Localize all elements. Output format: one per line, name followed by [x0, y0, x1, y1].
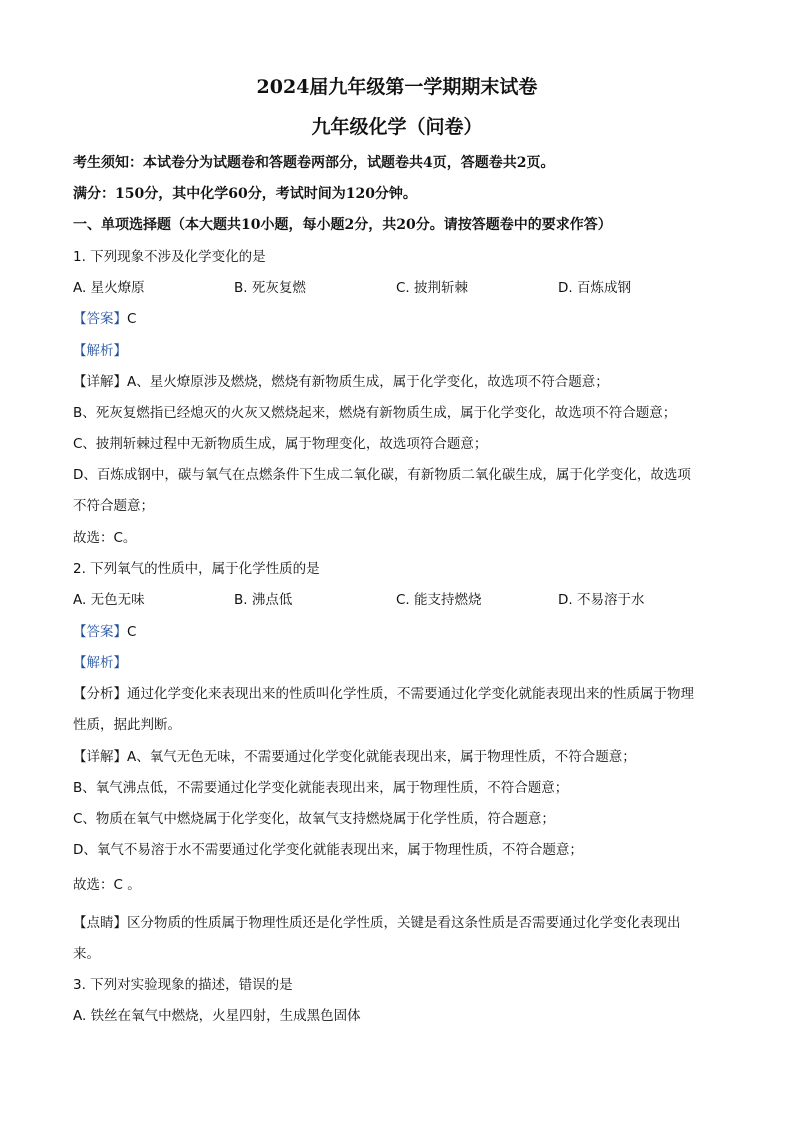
q2-fenxi-text-1: 通过化学变化来表现出来的性质叫化学性质，不需要通过化学变化就能表现出来的性质属于物理 [127, 686, 694, 702]
q2-detail-text-1: A、氧气无色无味，不需要通过化学变化就能表现出来，属于物理性质，不符合题意； [127, 749, 636, 765]
analysis-tag: 【解析】 [73, 655, 127, 671]
q1-conclusion: 故选：C。 [73, 530, 137, 546]
notice-line-2: 满分：150分，其中化学60分，考试时间为120分钟。 [73, 186, 417, 202]
q2-option-c: C. 能支持燃烧 [396, 592, 482, 608]
dianjing-tag: 【点睛】 [73, 915, 127, 931]
q2-fenxi-2: 性质，据此判断。 [73, 717, 181, 733]
detail-tag: 【详解】 [73, 749, 127, 765]
q1-detail-3: C、披荆斩棘过程中无新物质生成，属于物理变化，故选项符合题意； [73, 436, 488, 452]
q2-detail-2: B、氧气沸点低，不需要通过化学变化就能表现出来，属于物理性质，不符合题意； [73, 780, 569, 796]
analysis-tag: 【解析】 [73, 343, 127, 359]
section-title: 一、单项选择题（本大题共10小题，每小题2分，共20分。请按答题卷中的要求作答） [73, 217, 612, 233]
q2-option-b: B. 沸点低 [234, 592, 293, 608]
q2-detail-4: D、氧气不易溶于水不需要通过化学变化就能表现出来，属于物理性质，不符合题意； [73, 842, 583, 858]
q1-answer-value: C [127, 311, 137, 327]
detail-tag: 【详解】 [73, 374, 127, 390]
notice-line-1: 考生须知：本试卷分为试题卷和答题卷两部分，试题卷共4页，答题卷共2页。 [73, 155, 555, 171]
q1-detail-1 [73, 370, 609, 390]
q1-option-d: D. 百炼成钢 [558, 280, 631, 296]
q1-detail-4: D、百炼成钢中，碳与氧气在点燃条件下生成二氧化碳，有新物质二氧化碳生成，属于化学变化，故选项 [73, 467, 691, 483]
q2-fenxi-1 [73, 682, 694, 702]
q2-detail-1 [73, 745, 636, 765]
q1-option-a: A. 星火燎原 [73, 280, 145, 296]
q2-analysis [73, 651, 127, 671]
answer-tag: 【答案】 [73, 624, 127, 640]
q1-analysis [73, 339, 127, 359]
question-3-stem: 3. 下列对实验现象的描述，错误的是 [73, 977, 293, 993]
question-1-stem: 1. 下列现象不涉及化学变化的是 [73, 249, 266, 265]
exam-title: 2024届九年级第一学期期末试卷 [256, 76, 538, 98]
q1-answer [73, 307, 136, 327]
q1-detail-text-1: A、星火燎原涉及燃烧，燃烧有新物质生成，属于化学变化，故选项不符合题意； [127, 374, 609, 390]
q2-answer [73, 620, 136, 640]
q2-dianjing-2: 来。 [73, 946, 100, 962]
q2-option-d: D. 不易溶于水 [558, 592, 645, 608]
fenxi-tag: 【分析】 [73, 686, 127, 702]
question-2-stem: 2. 下列氧气的性质中，属于化学性质的是 [73, 561, 320, 577]
q1-option-b: B. 死灰复燃 [234, 280, 306, 296]
q2-option-a: A. 无色无味 [73, 592, 145, 608]
q2-detail-3: C、物质在氧气中燃烧属于化学变化，故氧气支持燃烧属于化学性质，符合题意； [73, 811, 555, 827]
q2-dianjing-1 [73, 911, 681, 931]
q1-detail-2: B、死灰复燃指已经熄灭的火灰又燃烧起来，燃烧有新物质生成，属于化学变化，故选项不符合题意； [73, 405, 677, 421]
q2-answer-value: C [127, 624, 137, 640]
q2-dianjing-text-1: 区分物质的性质属于物理性质还是化学性质，关键是看这条性质是否需要通过化学变化表现出 [127, 915, 681, 931]
answer-tag: 【答案】 [73, 311, 127, 327]
q1-detail-5: 不符合题意； [73, 498, 154, 514]
q1-option-c: C. 披荆斩棘 [396, 280, 469, 296]
q3-option-a: A. 铁丝在氧气中燃烧，火星四射，生成黑色固体 [73, 1008, 361, 1024]
q2-conclusion: 故选：C 。 [73, 877, 141, 893]
exam-subtitle: 九年级化学（问卷） [311, 116, 483, 138]
